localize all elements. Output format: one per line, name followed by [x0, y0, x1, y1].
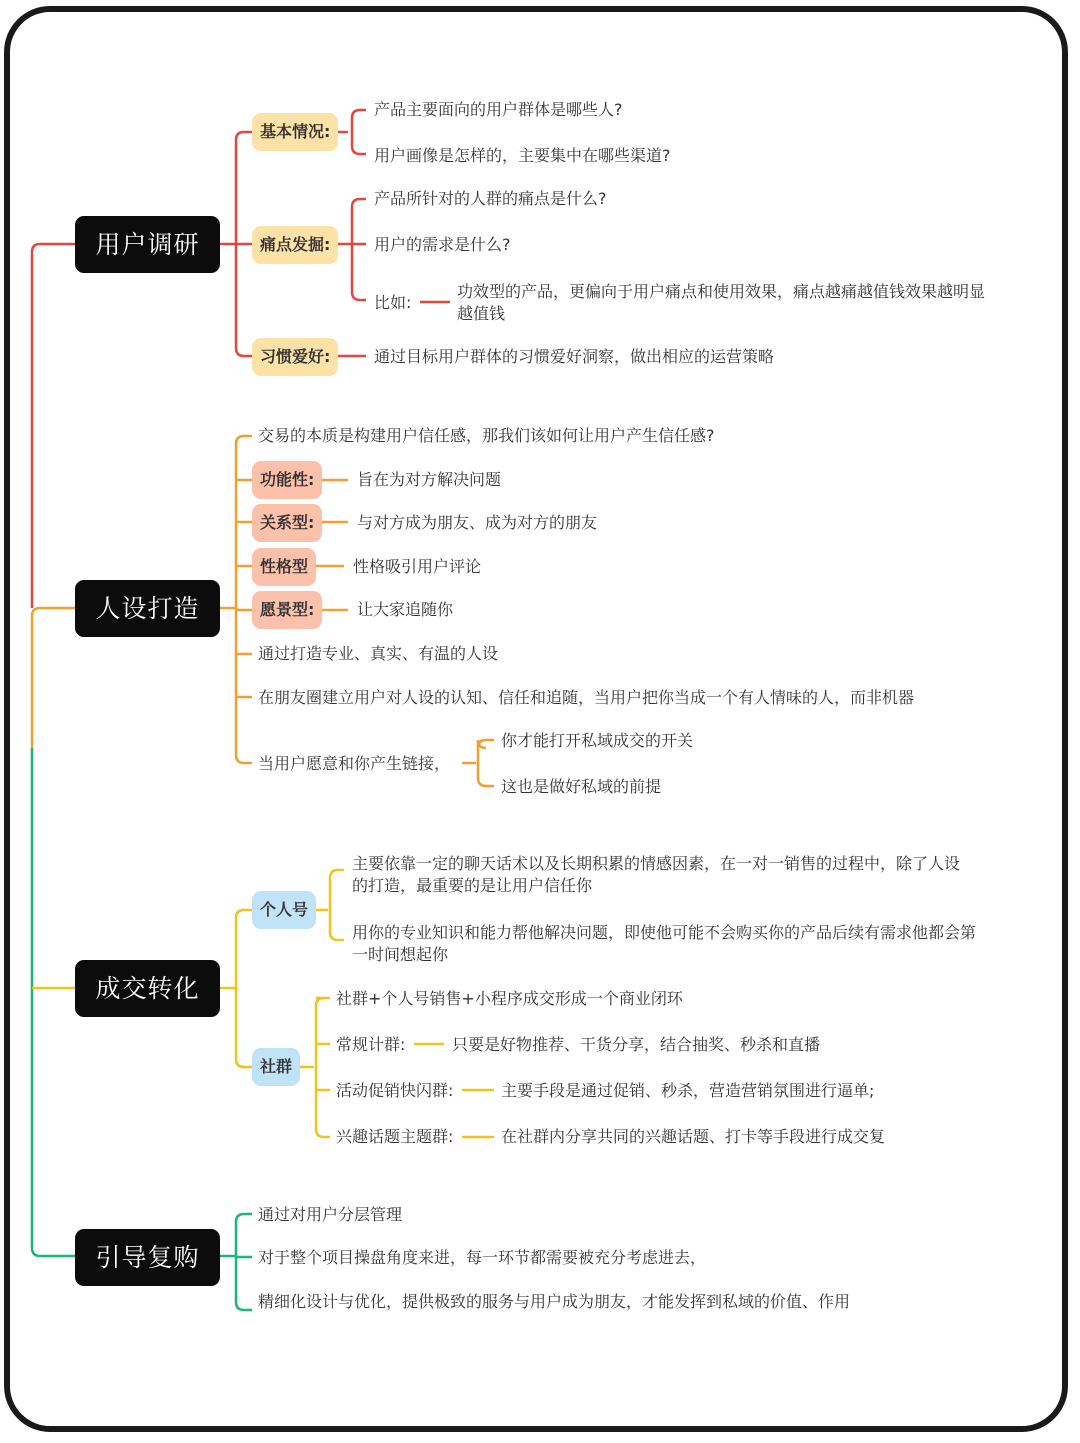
root-user-research: 用户调研 — [75, 216, 220, 273]
tag-vision: 愿景型: — [252, 591, 322, 629]
repurchase-item-2: 对于整个项目操盘角度来进，每一环节都需要被充分考虑进去， — [258, 1248, 707, 1267]
tag-relational: 关系型: — [252, 504, 322, 542]
community-type-3-label: 兴趣话题主题群: — [336, 1127, 454, 1146]
functional-text: 旨在为对方解决问题 — [357, 470, 502, 489]
repurchase-item-3: 精细化设计与优化，提供极致的服务与用户成为朋友，才能发挥到私域的价值、作用 — [258, 1292, 851, 1311]
pain-item-1: 产品所针对的人群的痛点是什么? — [374, 189, 607, 208]
personal-item-1: 主要依靠一定的聊天话术以及长期积累的情感因素，在一对一销售的过程中，除了人设的打造，最重要的是让用户信任你 — [352, 854, 961, 895]
pain-item-2: 用户的需求是什么? — [374, 235, 511, 254]
persona-note-1: 通过打造专业、真实、有温的人设 — [258, 644, 499, 663]
personal-item-2: 用你的专业知识和能力帮他解决问题，即使他可能不会购买你的产品后续有需求他都会第一时间想起你 — [352, 923, 977, 964]
community-type-3-text: 在社群内分享共同的兴趣话题、打卡等手段进行成交复 — [501, 1127, 886, 1146]
tag-pain-points: 痛点发掘: — [252, 226, 338, 264]
tag-functional: 功能性: — [252, 461, 322, 499]
pain-example-text: 功效型的产品，更偏向于用户痛点和使用效果，痛点越痛越值钱效果越明显越值钱 — [457, 282, 986, 323]
root-conversion: 成交转化 — [75, 960, 220, 1017]
community-type-1-text: 只要是好物推荐、干货分享，结合抽奖、秒杀和直播 — [452, 1035, 821, 1054]
personality-text: 性格吸引用户评论 — [353, 557, 482, 576]
community-intro: 社群+个人号销售+小程序成交形成一个商业闭环 — [336, 989, 683, 1008]
persona-note-2: 在朋友圈建立用户对人设的认知、信任和追随，当用户把你当成一个有人情味的人，而非机器 — [258, 688, 915, 707]
condition-item-1: 你才能打开私域成交的开关 — [501, 731, 694, 750]
relational-text: 与对方成为朋友、成为对方的朋友 — [357, 513, 598, 532]
tag-community: 社群 — [252, 1048, 300, 1086]
trunk-green — [32, 748, 75, 1256]
basic-info-item-1: 产品主要面向的用户群体是哪些人? — [374, 100, 623, 119]
community-type-1-label: 常规计群: — [336, 1035, 406, 1054]
root-persona-building: 人设打造 — [75, 580, 220, 637]
vision-text: 让大家追随你 — [357, 600, 454, 619]
persona-intro: 交易的本质是构建用户信任感，那我们该如何让用户产生信任感? — [258, 426, 715, 445]
condition-item-2: 这也是做好私域的前提 — [501, 777, 662, 796]
repurchase-item-1: 通过对用户分层管理 — [258, 1205, 403, 1224]
pain-example-label: 比如: — [374, 293, 412, 312]
tag-habits: 习惯爱好: — [252, 338, 338, 376]
community-type-2-text: 主要手段是通过促销、秒杀，营造营销氛围进行逼单; — [501, 1081, 875, 1100]
tag-personal-account: 个人号 — [252, 891, 316, 929]
habits-item-1: 通过目标用户群体的习惯爱好洞察，做出相应的运营策略 — [374, 347, 775, 366]
root-repurchase: 引导复购 — [75, 1229, 220, 1286]
trunk-red — [32, 244, 75, 608]
tag-basic-info: 基本情况: — [252, 113, 338, 151]
tag-personality: 性格型 — [252, 548, 316, 586]
basic-info-item-2: 用户画像是怎样的，主要集中在哪些渠道? — [374, 146, 671, 165]
community-type-2-label: 活动促销快闪群: — [336, 1081, 454, 1100]
trunk-orange — [32, 608, 75, 748]
persona-condition: 当用户愿意和你产生链接， — [258, 754, 451, 773]
